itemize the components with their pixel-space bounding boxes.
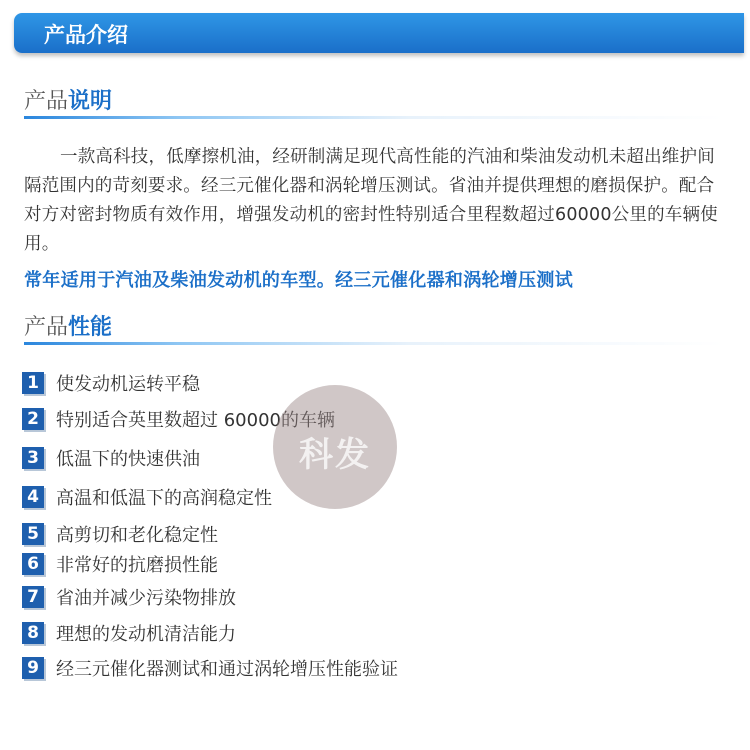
number-badge: 6 (22, 553, 44, 575)
feature-text: 使发动机运转平稳 (56, 374, 200, 395)
feature-item (22, 621, 236, 645)
feature-text: 高温和低温下的高润稳定性 (56, 488, 272, 509)
performance-heading (24, 310, 112, 341)
feature-item (22, 485, 272, 509)
watermark-text: 科发 (299, 435, 371, 475)
highlight-text: 常年适用于汽油及柴油发动机的车型。经三元催化器和涡轮增压测试 (24, 270, 573, 291)
number-badge: 2 (22, 408, 44, 430)
number-badge: 9 (22, 657, 44, 679)
number-badge: 4 (22, 486, 44, 508)
description-text: 一款高科技，低摩擦机油，经研制满足现代高性能的汽油和柴油发动机未超出维护间隔范围内的苛刻要求。经三元催化器和涡轮增压测试。省油并提供理想的磨损保护。配合对方对密封物质有效作用，增强发动机的密封性特别适合里程数超过60000公里的车辆使用。 (24, 147, 718, 254)
performance-heading-underline (24, 342, 724, 345)
performance-heading-prefix: 产品 (24, 315, 69, 340)
feature-item (22, 656, 398, 680)
feature-text: 特别适合英里数超过 60000的车辆 (56, 410, 335, 431)
feature-text: 非常好的抗磨损性能 (56, 555, 218, 576)
feature-item (22, 522, 218, 546)
description-heading (24, 84, 112, 115)
feature-item (22, 552, 218, 576)
feature-text: 低温下的快速供油 (56, 449, 200, 470)
banner-title: 产品介绍 (44, 23, 128, 47)
feature-item (22, 585, 236, 609)
number-badge: 5 (22, 523, 44, 545)
number-badge: 7 (22, 586, 44, 608)
description-heading-accent: 说明 (68, 89, 113, 114)
feature-item (22, 446, 200, 470)
product-description (24, 143, 730, 259)
number-badge: 3 (22, 447, 44, 469)
number-badge: 1 (22, 372, 44, 394)
feature-text: 理想的发动机清洁能力 (56, 624, 236, 645)
feature-text: 省油并减少污染物排放 (56, 588, 236, 609)
feature-text: 经三元催化器测试和通过涡轮增压性能验证 (56, 659, 398, 680)
number-badge: 8 (22, 622, 44, 644)
description-heading-underline (24, 116, 724, 119)
performance-heading-accent: 性能 (68, 315, 113, 340)
feature-item (22, 371, 200, 395)
section-banner (14, 13, 744, 53)
feature-text: 高剪切和老化稳定性 (56, 525, 218, 546)
description-heading-prefix: 产品 (24, 89, 69, 114)
watermark-seal (273, 385, 397, 509)
